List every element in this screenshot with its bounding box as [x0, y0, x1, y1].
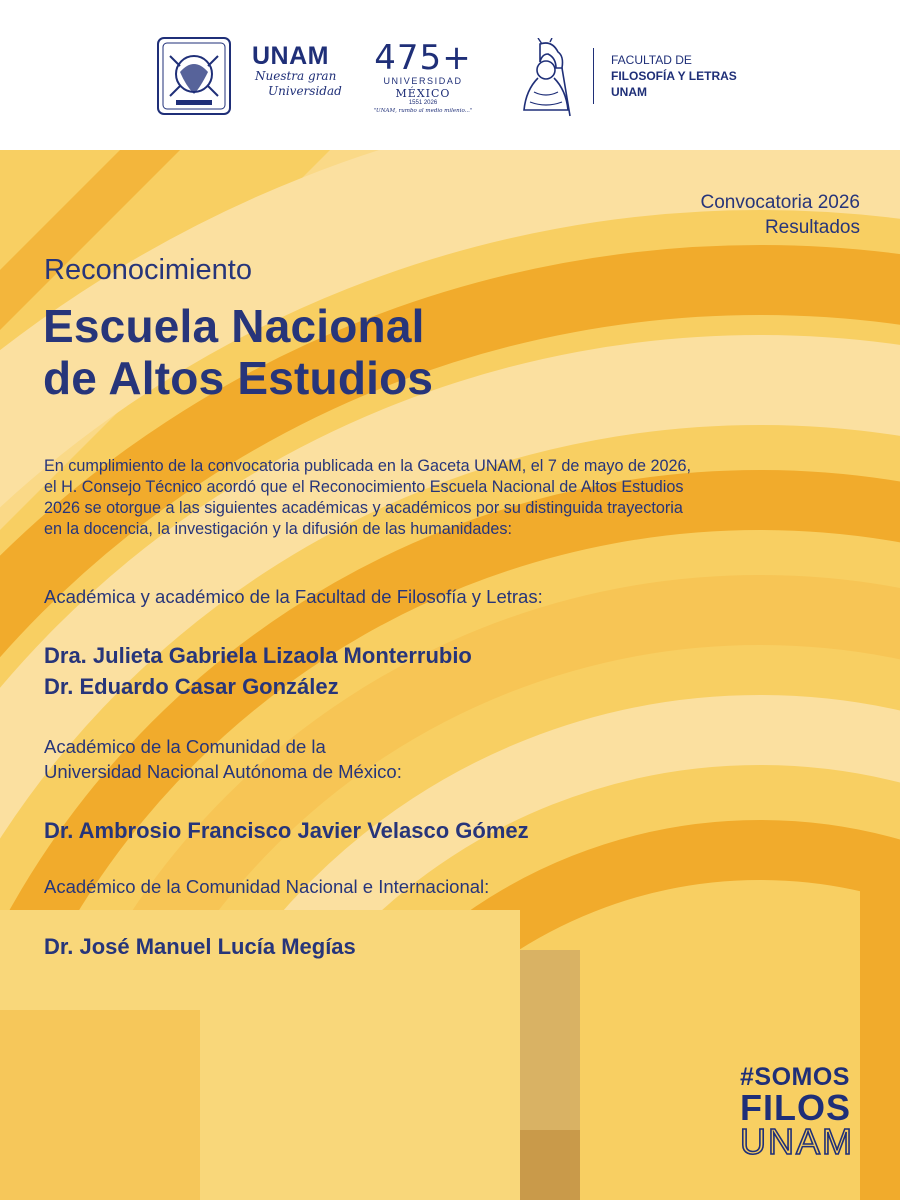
faculty-divider	[593, 48, 594, 104]
anniversary-logo	[368, 40, 478, 120]
section-label-line: Universidad Nacional Autónoma de México:	[44, 761, 402, 782]
faculty-name	[611, 52, 791, 100]
hashtag-line-2: FILOS	[740, 1087, 851, 1128]
awardee-name: Dr. José Manuel Lucía Megías	[44, 934, 356, 959]
title-line-1: Escuela Nacional	[43, 300, 425, 352]
awardee-name: Dra. Julieta Gabriela Lizaola Monterrubio	[44, 643, 472, 668]
faculty-line-2: FILOSOFÍA Y LETRAS	[611, 69, 737, 83]
subtitle-reconocimiento: Reconocimiento	[44, 254, 252, 286]
header-bar	[0, 0, 900, 150]
anniversary-years: 1551 2026	[408, 100, 438, 106]
anniversary-number: 475+	[374, 38, 472, 78]
anniversary-motto: "UNAM, rumbo al medio milenio..."	[373, 108, 473, 114]
section-label-faculty	[44, 584, 543, 609]
university-seal-icon	[156, 36, 232, 116]
section-label-university	[44, 734, 402, 784]
faculty-line-3: UNAM	[611, 85, 647, 99]
anniversary-country: MÉXICO	[395, 87, 451, 100]
convocatoria-block	[701, 190, 861, 240]
faculty-line-1: FACULTAD DE	[611, 53, 692, 67]
convocatoria-year: Convocatoria 2026	[700, 192, 860, 213]
awardee-names-faculty	[44, 640, 472, 702]
intro-line: en la docencia, la investigación y la difusión de las humanidades:	[44, 520, 512, 538]
convocatoria-status: Resultados	[764, 217, 860, 238]
anniversary-university: UNIVERSIDAD	[383, 76, 463, 86]
title-line-2: de Altos Estudios	[43, 352, 434, 404]
unam-wordmark: UNAM	[252, 42, 329, 70]
section-label-line: Académico de la Comunidad Nacional e Internacional:	[44, 876, 490, 897]
section-label-line: Académica y académico de la Facultad de Filosofía y Letras:	[44, 586, 543, 607]
intro-paragraph	[44, 456, 864, 540]
unam-tagline-2: Universidad	[268, 84, 342, 98]
hashtag-line-1: #SOMOS	[740, 1063, 850, 1091]
awardee-names-international	[44, 931, 356, 962]
section-label-international	[44, 874, 489, 899]
unam-tagline-1: Nuestra gran	[255, 69, 337, 83]
hashtag-somos-filos	[740, 1063, 864, 1162]
hashtag-line-3: UNAM	[740, 1121, 854, 1162]
unam-logo	[252, 44, 352, 114]
awardee-name: Dr. Eduardo Casar González	[44, 674, 339, 699]
awardee-name: Dr. Ambrosio Francisco Javier Velasco Gómez	[44, 818, 529, 843]
page-title	[43, 300, 433, 404]
awardee-names-university	[44, 815, 529, 846]
intro-line: En cumplimiento de la convocatoria publicada en la Gaceta UNAM, el 7 de mayo de 2026,	[44, 457, 691, 475]
intro-line: el H. Consejo Técnico acordó que el Reconocimiento Escuela Nacional de Altos Estudios	[44, 478, 684, 496]
section-label-line: Académico de la Comunidad de la	[44, 736, 326, 757]
intro-line: 2026 se otorgue a las siguientes académicas y académicos por su distinguida trayectoria	[44, 499, 683, 517]
athena-logo-icon	[512, 38, 578, 118]
